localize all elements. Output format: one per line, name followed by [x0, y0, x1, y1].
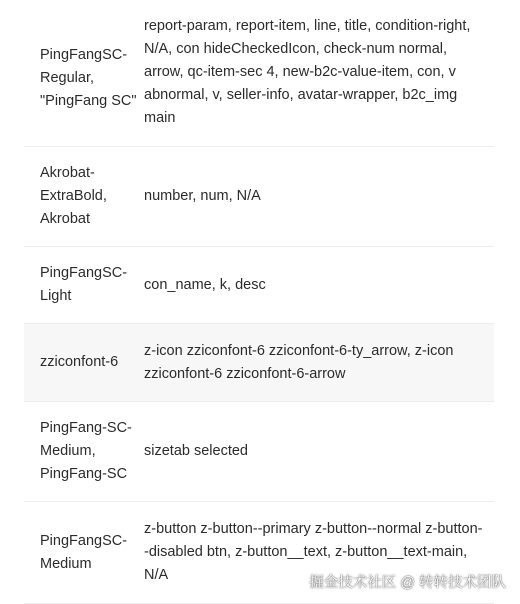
- class-list-cell: z-icon zziconfont-6 zziconfont-6-ty_arrow, z-icon zziconfont-6 zziconfont-6-arrow: [144, 342, 454, 382]
- class-list-cell: con_name, k, desc: [144, 276, 266, 293]
- font-class-table: [24, 0, 494, 604]
- table-row: [24, 402, 494, 502]
- font-name-cell: Akrobat-ExtraBold, Akrobat: [40, 165, 107, 227]
- table-row: [24, 0, 494, 147]
- class-list-cell: z-button z-button--primary z-button--normal z-button--disabled btn, z-button__text, z-button__text-main, N/A: [144, 521, 483, 583]
- font-name-cell: PingFangSC-Medium: [40, 532, 128, 572]
- class-list-cell: number, num, N/A: [144, 188, 261, 204]
- font-name-cell: PingFang-SC-Medium, PingFang-SC: [40, 420, 132, 482]
- font-name-cell: zziconfont-6: [40, 354, 119, 370]
- font-name-cell: PingFangSC-Regular, "PingFang SC": [40, 46, 137, 109]
- table-row: [24, 247, 494, 324]
- font-name-cell: PingFangSC-Light: [40, 265, 128, 304]
- class-list-cell: report-param, report-item, line, title, condition-right, N/A, con hideCheckedIcon, check-num normal, arrow, qc-item-sec 4, new-b2c-value-item, con, v abnormal, v, seller-info, avatar-wrapper, b2c_img main: [144, 17, 471, 126]
- watermark: 掘金技术社区 @ 转转技术团队: [309, 575, 506, 591]
- table-row: [24, 147, 494, 247]
- class-list-cell: sizetab selected: [144, 443, 248, 459]
- table-row: [24, 324, 494, 402]
